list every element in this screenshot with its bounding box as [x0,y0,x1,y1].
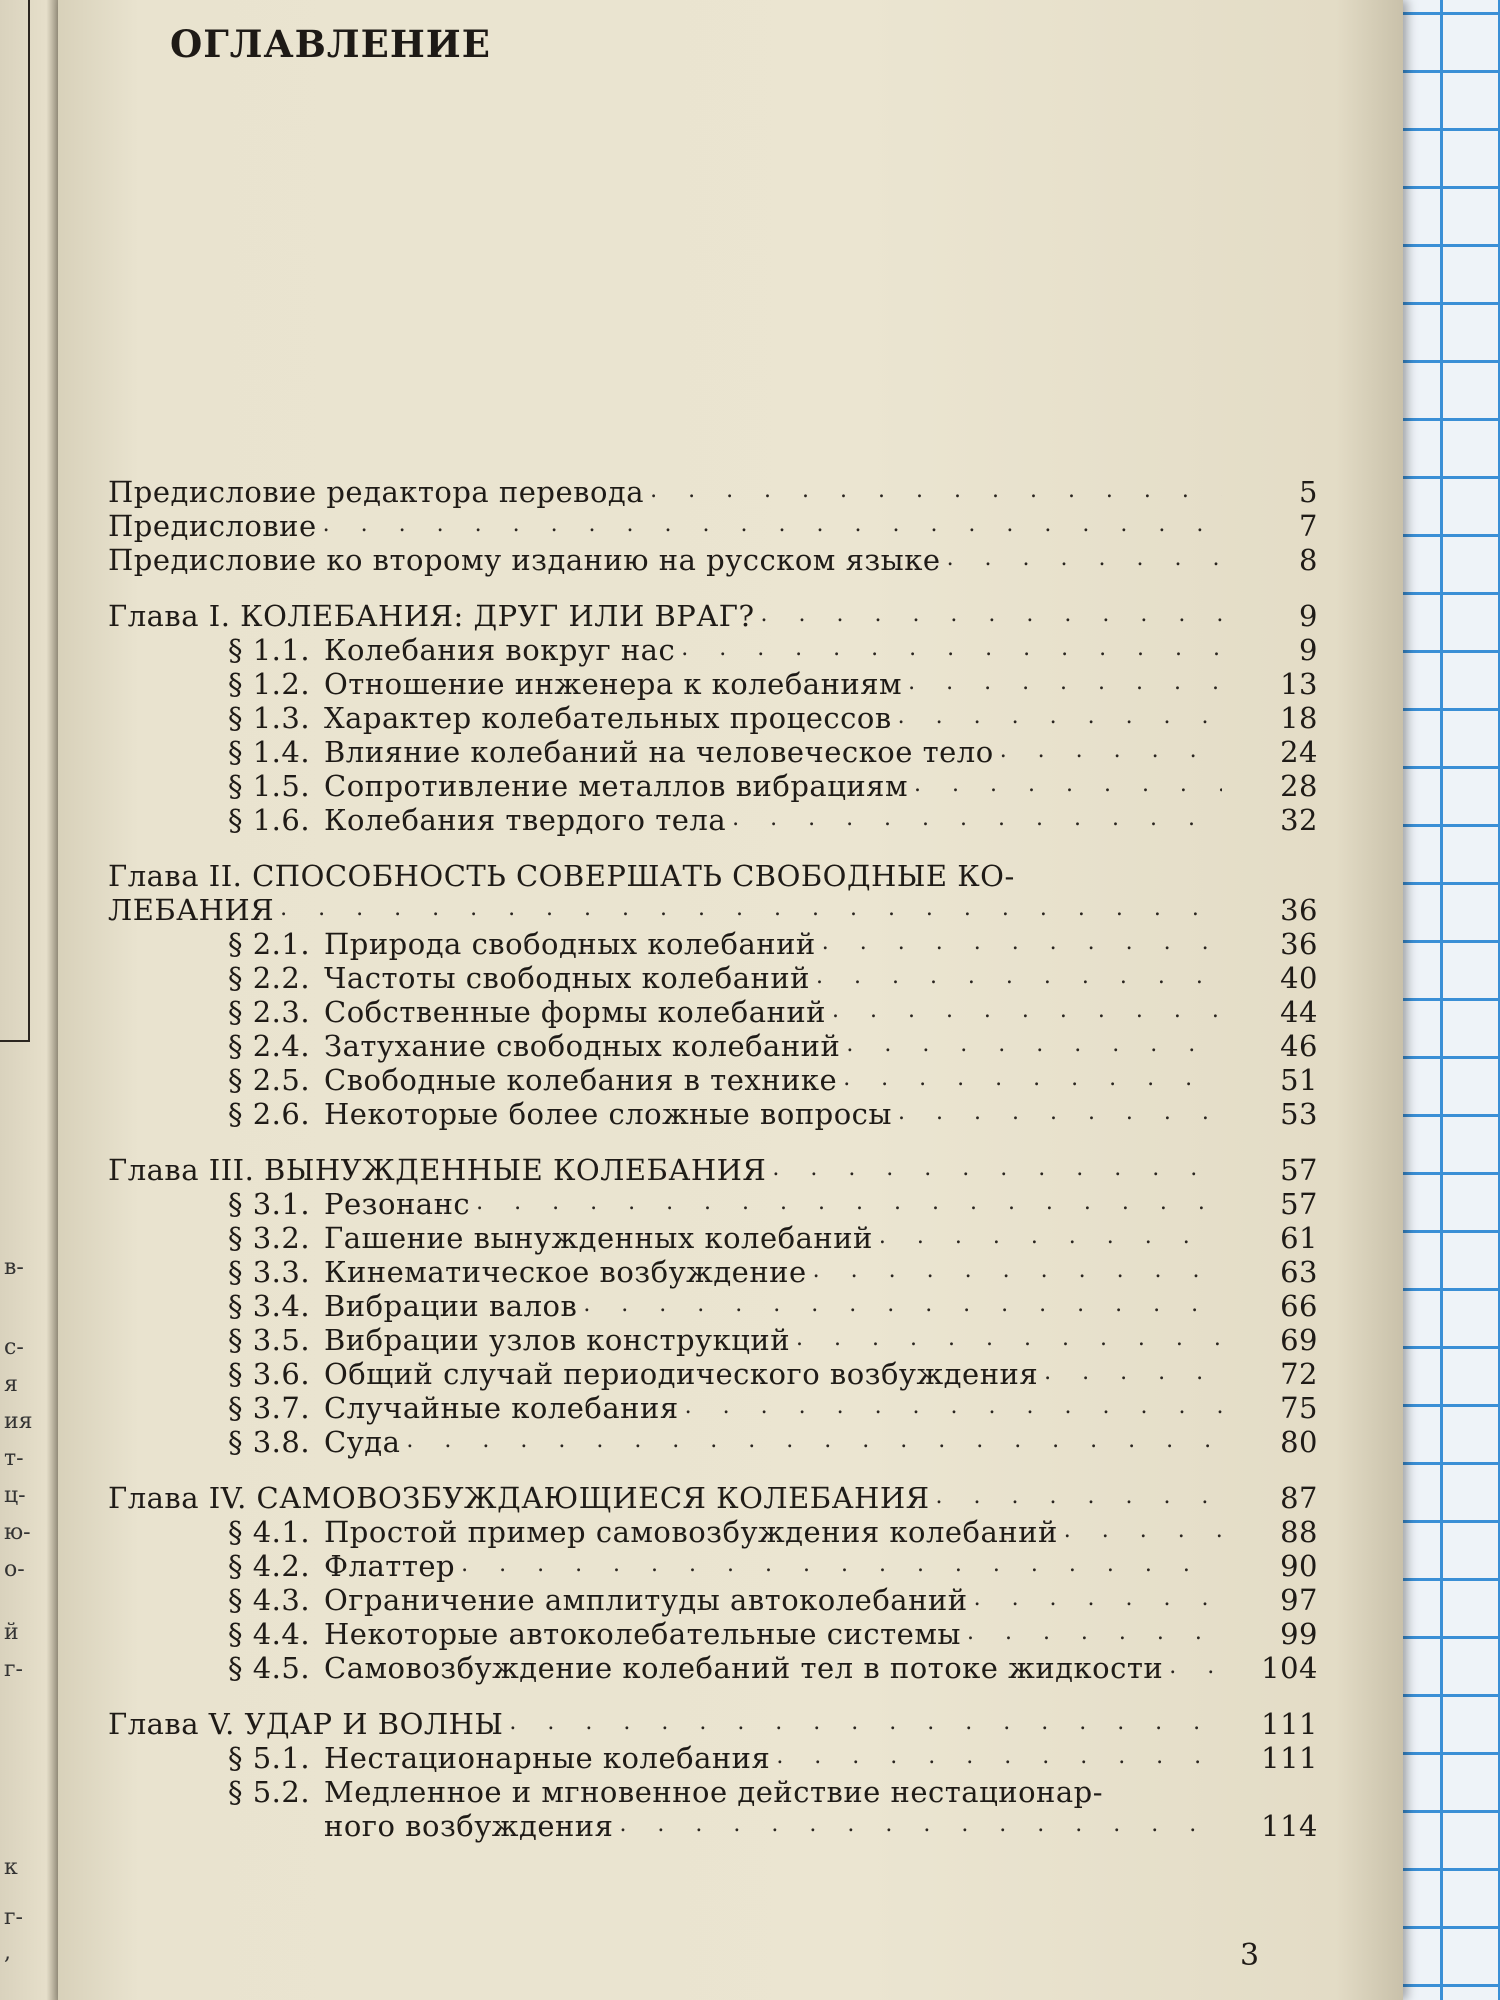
section-label [228,633,675,667]
leader-dots [846,1032,1222,1057]
book-page [58,0,1403,2000]
section-title: Общий случай периодического возбуждения [324,1357,1039,1391]
leader-dots [280,896,1222,921]
section-number: § 2.5. [228,1063,311,1097]
section-title: Некоторые автоколебательные системы [324,1617,961,1651]
margin-fragment: о- [4,1557,25,1582]
page-ref: 8 [1299,543,1318,577]
leader-dots [776,1744,1222,1769]
leader-dots [1169,1654,1222,1679]
section-label [228,1097,892,1131]
section-number: § 1.5. [228,769,311,803]
leader-dots [832,998,1222,1023]
section-title: Влияние колебаний на человеческое тело [324,735,994,769]
leader-dots [406,1428,1222,1453]
page-ref: 66 [1280,1289,1318,1323]
margin-fragment: с- [4,1335,24,1360]
section-title: Вибрации узлов конструкций [324,1323,791,1357]
section-title: Колебания твердого тела [324,803,727,837]
section-label [228,1391,679,1425]
toc-section-row [108,1289,1318,1323]
leader-dots [908,670,1222,695]
toc-front-matter-row [108,475,1318,509]
toc-section-row [108,1187,1318,1221]
toc-section-row [108,1357,1318,1391]
section-title-continued: ного возбуждения [324,1809,614,1843]
section-label [228,769,908,803]
section-title: Колебания вокруг нас [324,633,676,667]
chapter-title: Глава II. СПОСОБНОСТЬ СОВЕРШАТЬ СВОБОДНЫЕ КО- [108,859,1015,893]
section-label [228,1221,873,1255]
leader-dots [947,546,1222,571]
page-ref: 18 [1280,701,1318,735]
table-of-contents [108,475,1318,1843]
section-title: Ограничение амплитуды автоколебаний [324,1583,968,1617]
section-title: Частоты свободных колебаний [324,961,810,995]
margin-fragment: , [4,1940,11,1965]
toc-chapter-row [108,1153,1318,1187]
section-number: § 1.2. [228,667,311,701]
toc-chapter-row-cont [108,893,1318,927]
section-label [228,961,810,995]
leader-dots [1000,738,1222,763]
section-title: Природа свободных колебаний [324,927,816,961]
leader-dots [974,1586,1222,1611]
section-number: § 3.6. [228,1357,311,1391]
section-label [228,927,816,961]
section-number: § 1.1. [228,633,311,667]
toc-chapter-row [108,1481,1318,1515]
leader-dots [772,1156,1222,1181]
section-number: § 5.1. [228,1741,311,1775]
page-ref: 104 [1261,1651,1318,1685]
toc-section-row [108,1063,1318,1097]
leader-dots [509,1710,1222,1735]
margin-fragment: г- [4,1905,23,1930]
page-ref: 5 [1299,475,1318,509]
leader-dots [796,1326,1222,1351]
toc-section-row [108,1255,1318,1289]
leader-dots [879,1224,1222,1249]
section-title: Свободные колебания в технике [324,1063,838,1097]
section-number: § 1.6. [228,803,311,837]
section-title: Кинематическое возбуждение [324,1255,807,1289]
page-ref: 36 [1280,893,1318,927]
section-title: Суда [324,1425,401,1459]
section-label [228,1741,770,1775]
page-ref: 61 [1280,1221,1318,1255]
section-title: Резонанс [324,1187,471,1221]
toc-section-row [108,1775,1318,1809]
toc-section-row [108,1221,1318,1255]
section-title: Простой пример самовозбуждения колебаний [324,1515,1058,1549]
page-ref: 57 [1280,1187,1318,1221]
section-number: § 3.5. [228,1323,311,1357]
front-matter-title: Предисловие ко второму изданию на русском языке [108,543,941,577]
page-ref: 53 [1280,1097,1318,1131]
toc-section-row [108,701,1318,735]
chapter-title: Глава IV. САМОВОЗБУЖДАЮЩИЕСЯ КОЛЕБАНИЯ [108,1481,930,1515]
page-number: 3 [1240,1938,1260,1973]
toc-front-matter-row [108,509,1318,543]
section-title: Вибрации валов [324,1289,578,1323]
page-ref: 51 [1280,1063,1318,1097]
page-ref: 44 [1280,995,1318,1029]
chapter-title: Глава I. КОЛЕБАНИЯ: ДРУГ ИЛИ ВРАГ? [108,599,755,633]
section-number: § 3.4. [228,1289,311,1323]
margin-fragment: в- [4,1255,24,1280]
toc-section-row [108,1323,1318,1357]
leader-dots [323,512,1222,537]
previous-page-frame [0,0,30,1042]
margin-fragment: й [4,1620,19,1645]
page-ref: 90 [1280,1549,1318,1583]
section-number: § 3.7. [228,1391,311,1425]
leader-dots [843,1066,1222,1091]
section-label [228,701,892,735]
page-ref: 36 [1280,927,1318,961]
section-number: § 4.2. [228,1549,311,1583]
section-label [228,1617,961,1651]
section-title: Медленное и мгновенное действие нестационар- [324,1775,1104,1809]
toc-section-row [108,1651,1318,1685]
toc-section-row [108,1583,1318,1617]
section-label [228,1187,470,1221]
section-label-cont [228,1809,613,1843]
leader-dots [936,1484,1222,1509]
page-ref: 111 [1261,1707,1318,1741]
section-number: § 4.5. [228,1651,311,1685]
section-label [228,803,726,837]
section-title: Сопротивление металлов вибрациям [324,769,909,803]
toc-section-row [108,633,1318,667]
toc-section-row [108,1515,1318,1549]
leader-dots [619,1812,1222,1837]
leader-dots [816,964,1222,989]
front-matter-title: Предисловие [108,509,317,543]
section-title: Гашение вынужденных колебаний [324,1221,873,1255]
toc-section-row [108,1425,1318,1459]
margin-fragment: т- [4,1446,24,1471]
toc-section-row [108,1391,1318,1425]
section-label [228,1255,807,1289]
section-number: § 2.1. [228,927,311,961]
page-ref: 57 [1280,1153,1318,1187]
section-number: § 1.3. [228,701,311,735]
toc-chapter-row [108,859,1318,893]
page-ref: 69 [1280,1323,1318,1357]
toc-section-row [108,1097,1318,1131]
page-ref: 99 [1280,1617,1318,1651]
section-label [228,667,902,701]
toc-chapter-row [108,599,1318,633]
leader-dots [967,1620,1222,1645]
chapter-title-continued: ЛЕБАНИЯ [108,893,275,927]
leader-dots [650,478,1222,503]
toc-front-matter-row [108,543,1318,577]
leader-dots [822,930,1222,955]
toc-section-row [108,1741,1318,1775]
page-ref: 28 [1280,769,1318,803]
toc-section-row [108,995,1318,1029]
toc-section-row [108,735,1318,769]
page-ref: 63 [1280,1255,1318,1289]
toc-section-row [108,769,1318,803]
section-number: § 2.2. [228,961,311,995]
section-number: § 5.2. [228,1775,311,1809]
toc-chapter-row [108,1707,1318,1741]
section-label [228,1549,455,1583]
page-ref: 24 [1280,735,1318,769]
section-label [228,735,994,769]
section-label [228,1323,790,1357]
section-title: Затухание свободных колебаний [324,1029,841,1063]
page-ref: 9 [1299,633,1318,667]
toc-section-row [108,1617,1318,1651]
toc-section-row [108,803,1318,837]
section-number: § 2.3. [228,995,311,1029]
toc-section-row-cont [108,1809,1318,1843]
leader-dots [761,602,1223,627]
margin-fragment: к [4,1855,18,1880]
section-number: § 1.4. [228,735,311,769]
toc-section-row [108,1549,1318,1583]
leader-dots [898,704,1222,729]
page-ref: 72 [1280,1357,1318,1391]
leader-dots [1044,1360,1222,1385]
chapter-title: Глава III. ВЫНУЖДЕННЫЕ КОЛЕБАНИЯ [108,1153,767,1187]
leader-dots [583,1292,1222,1317]
margin-fragment: я [4,1372,18,1397]
section-title: Собственные формы колебаний [324,995,826,1029]
page-ref: 13 [1280,667,1318,701]
toc-section-row [108,961,1318,995]
page-ref: 80 [1280,1425,1318,1459]
leader-dots [461,1552,1222,1577]
section-label [228,1289,577,1323]
section-label [228,1425,400,1459]
leader-dots [685,1394,1222,1419]
page-heading: ОГЛАВЛЕНИЕ [170,22,491,66]
toc-section-row [108,1029,1318,1063]
page-ref: 40 [1280,961,1318,995]
section-title: Нестационарные колебания [324,1741,771,1775]
section-number: § 4.4. [228,1617,311,1651]
section-label [228,995,826,1029]
section-label [228,1063,837,1097]
margin-fragment: ю- [4,1520,31,1545]
section-label [228,1651,1163,1685]
section-number: § 3.3. [228,1255,311,1289]
page-ref: 87 [1280,1481,1318,1515]
section-number: § 2.6. [228,1097,311,1131]
section-title: Самовозбуждение колебаний тел в потоке жидкости [324,1651,1164,1685]
toc-section-row [108,927,1318,961]
section-number: § 4.1. [228,1515,311,1549]
front-matter-title: Предисловие редактора перевода [108,475,645,509]
leader-dots [681,636,1222,661]
section-label [228,1583,968,1617]
margin-fragment: ц- [4,1483,26,1508]
leader-dots [898,1100,1222,1125]
page-ref: 114 [1261,1809,1318,1843]
chapter-title: Глава V. УДАР И ВОЛНЫ [108,1707,504,1741]
leader-dots [813,1258,1222,1283]
previous-page-edge [0,0,58,2000]
page-ref: 111 [1261,1741,1318,1775]
section-title: Некоторые более сложные вопросы [324,1097,893,1131]
section-label [228,1775,1103,1809]
section-title: Отношение инженера к колебаниям [324,667,903,701]
leader-dots [732,806,1222,831]
page-ref: 88 [1280,1515,1318,1549]
section-label [228,1515,1058,1549]
section-number: § 3.1. [228,1187,311,1221]
leader-dots [1064,1518,1222,1543]
page-ref: 97 [1280,1583,1318,1617]
section-number: § 2.4. [228,1029,311,1063]
section-number: § 3.2. [228,1221,311,1255]
margin-fragment: г- [4,1657,23,1682]
section-label [228,1357,1038,1391]
section-title: Случайные колебания [324,1391,679,1425]
section-label [228,1029,840,1063]
page-ref: 9 [1299,599,1318,633]
leader-dots [914,772,1222,797]
page-ref: 46 [1280,1029,1318,1063]
page-ref: 75 [1280,1391,1318,1425]
section-title: Характер колебательных процессов [324,701,892,735]
section-number: § 3.8. [228,1425,311,1459]
toc-section-row [108,667,1318,701]
margin-fragment: ия [4,1409,33,1434]
section-number: § 4.3. [228,1583,311,1617]
section-title: Флаттер [324,1549,456,1583]
leader-dots [476,1190,1222,1215]
page-ref: 7 [1299,509,1318,543]
page-ref: 32 [1280,803,1318,837]
